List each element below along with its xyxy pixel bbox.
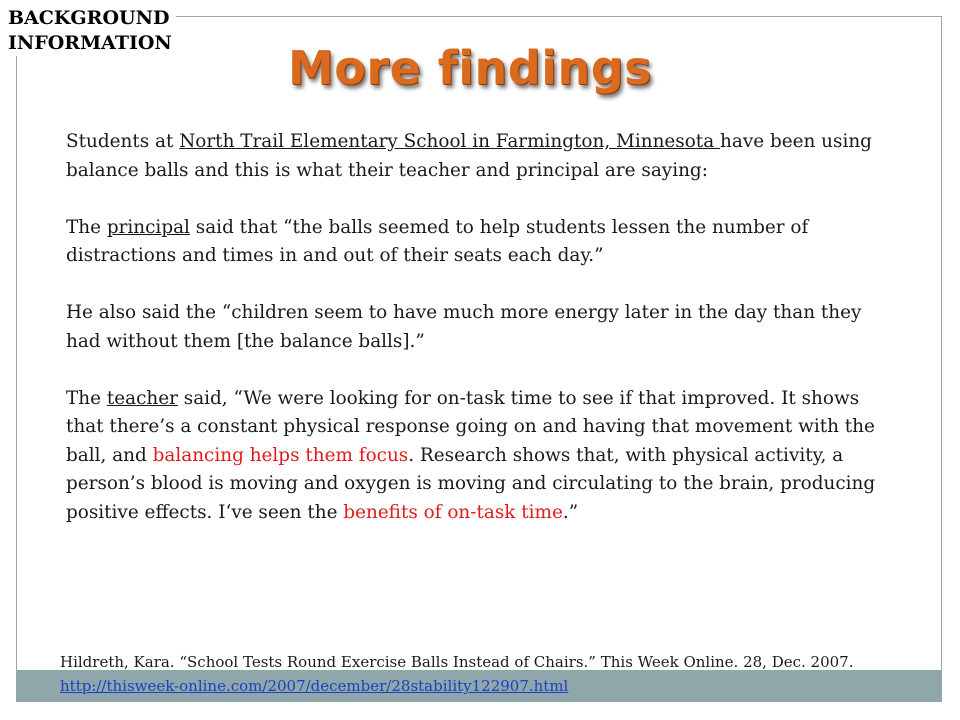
paragraph-1	[66, 128, 886, 185]
p1-text-end: have been using balance balls and this is what their teacher and principal are saying:	[66, 131, 872, 181]
slide-title: More findings	[288, 41, 653, 95]
paragraph-3: He also said the “children seem to have much more energy later in the day than they had without them [the balance balls].”	[66, 302, 862, 352]
p4-text-middle-1: said, “We were looking for on-task time to see if that improved. It shows that there’s a constant physical response going on and having that movement with the ball, and	[66, 387, 875, 466]
p2-text-end: said that “the balls seemed to help students lessen the number of distractions and times in and out of their seats each day.”	[66, 216, 809, 266]
section-tag-line2: INFORMATION	[8, 32, 172, 54]
section-tag-line1: BACKGROUND	[8, 7, 170, 29]
citation-text: Hildreth, Kara. “School Tests Round Exercise Balls Instead of Chairs.” This Week Online. 28, Dec. 2007.	[60, 653, 854, 671]
paragraph-4	[66, 385, 886, 528]
p4-text-start: The	[66, 387, 107, 409]
highlight-balancing: balancing helps them focus	[152, 444, 409, 466]
paragraph-2	[66, 214, 886, 271]
school-name-link[interactable]: North Trail Elementary School in Farmington, Minnesota	[179, 131, 721, 152]
section-tag	[8, 6, 176, 56]
principal-link[interactable]: principal	[106, 216, 190, 238]
citation-url-link[interactable]: http://thisweek-online.com/2007/december/28stability122907.html	[60, 677, 569, 695]
body-text	[66, 128, 886, 527]
highlight-benefits: benefits of on-task time	[343, 501, 563, 523]
p4-text-end: .”	[562, 501, 579, 523]
p2-text-start: The	[66, 216, 107, 238]
p4-text-middle-2: . Research shows that, with physical activity, a person’s blood is moving and oxygen is moving and circulating to the brain, producing positive effects. I‘ve seen the	[66, 444, 876, 523]
teacher-link[interactable]: teacher	[106, 387, 178, 409]
p1-text-start: Students at	[66, 131, 180, 152]
